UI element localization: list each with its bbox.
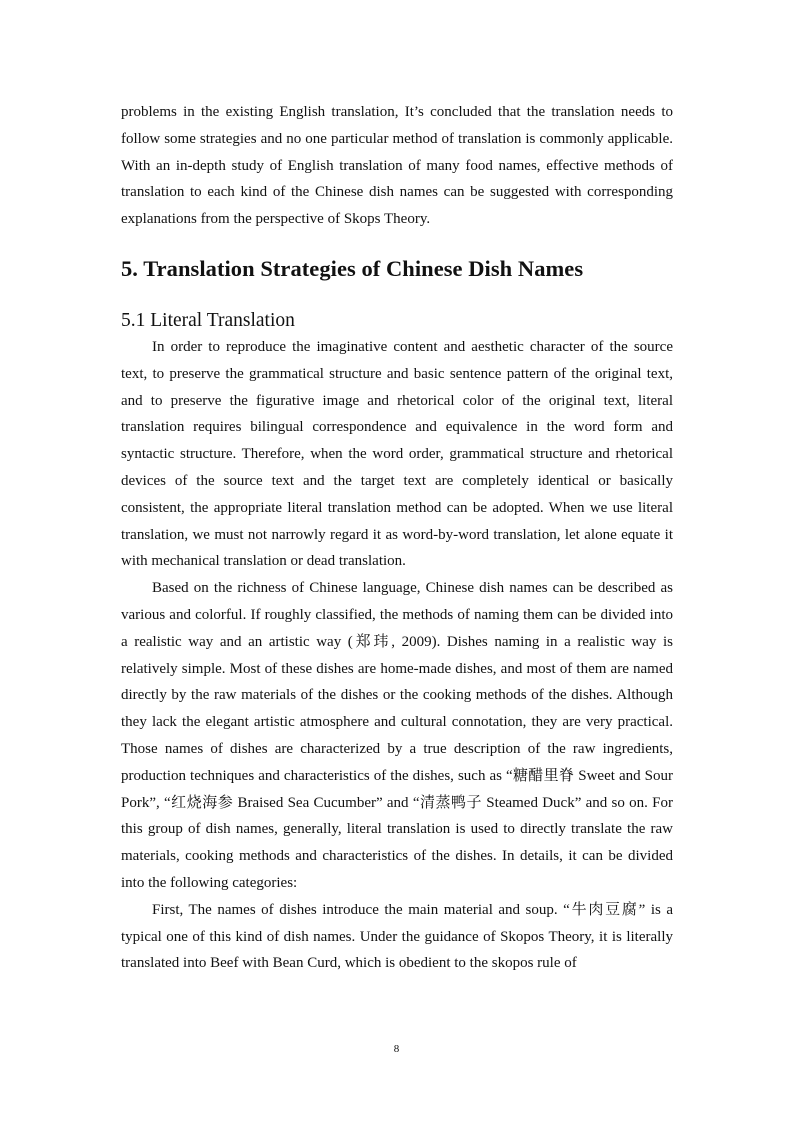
intro-paragraph: problems in the existing English translation, It’s concluded that the translation needs to follow some strategies and no one particular method of translation is commonly applicable. With an in-depth study of English translation of many food names, effective methods of translation to each kind of the Chinese dish names can be suggested with corresponding explanations from the perspective of Skops Theory.	[121, 104, 673, 228]
body-paragraph-first-category: First, The names of dishes introduce the main material and soup. “牛肉豆腐” is a typical one of this kind of dish names. Under the guidance of Skopos Theory, it is literally translated into Beef with Bean Curd, which is obedient to the skopos rule of	[121, 901, 673, 972]
section-heading: 5. Translation Strategies of Chinese Dish Names	[121, 255, 584, 281]
document-page	[121, 99, 673, 977]
page-number: 8	[393, 1043, 400, 1055]
body-paragraph-dish-names: Based on the richness of Chinese language, Chinese dish names can be described as various and colorful. If roughly classified, the methods of naming them can be divided into a realistic way and an artistic way (郑玮, 2009). Dishes naming in a realistic way is relatively simple. Most of these dishes are home-made dishes, and most of them are named directly by the raw materials of the dishes or the cooking methods of the dishes. Although they lack the elegant artistic atmosphere and cultural connotation, they are very practical. Those names of dishes are characterized by a true description of the raw ingredients, production techniques and characteristics of the dishes, such as “糖醋里脊 Sweet and Sour Pork”, “红烧海参 Braised Sea Cucumber” and “清蒸鸭子 Steamed Duck” and so on. For this group of dish names, generally, literal translation is used to directly translate the raw materials, cooking methods and characteristics of the dishes. In details, it can be divided into the following categories:	[121, 580, 673, 891]
body-paragraph-literal-translation: In order to reproduce the imaginative content and aesthetic character of the source text, to preserve the grammatical structure and basic sentence pattern of the original text, and to preserve the figurative image and rhetorical color of the original text, literal translation requires bilingual correspondence and equivalence in the word form and syntactic structure. Therefore, when the word order, grammatical structure and rhetorical devices of the source text and the target text are completely identical or basically consistent, the appropriate literal translation method can be adopted. When we use literal translation, we must not narrowly regard it as word-by-word translation, let alone equate it with mechanical translation or dead translation.	[121, 338, 673, 570]
subsection-heading: 5.1 Literal Translation	[121, 309, 295, 331]
